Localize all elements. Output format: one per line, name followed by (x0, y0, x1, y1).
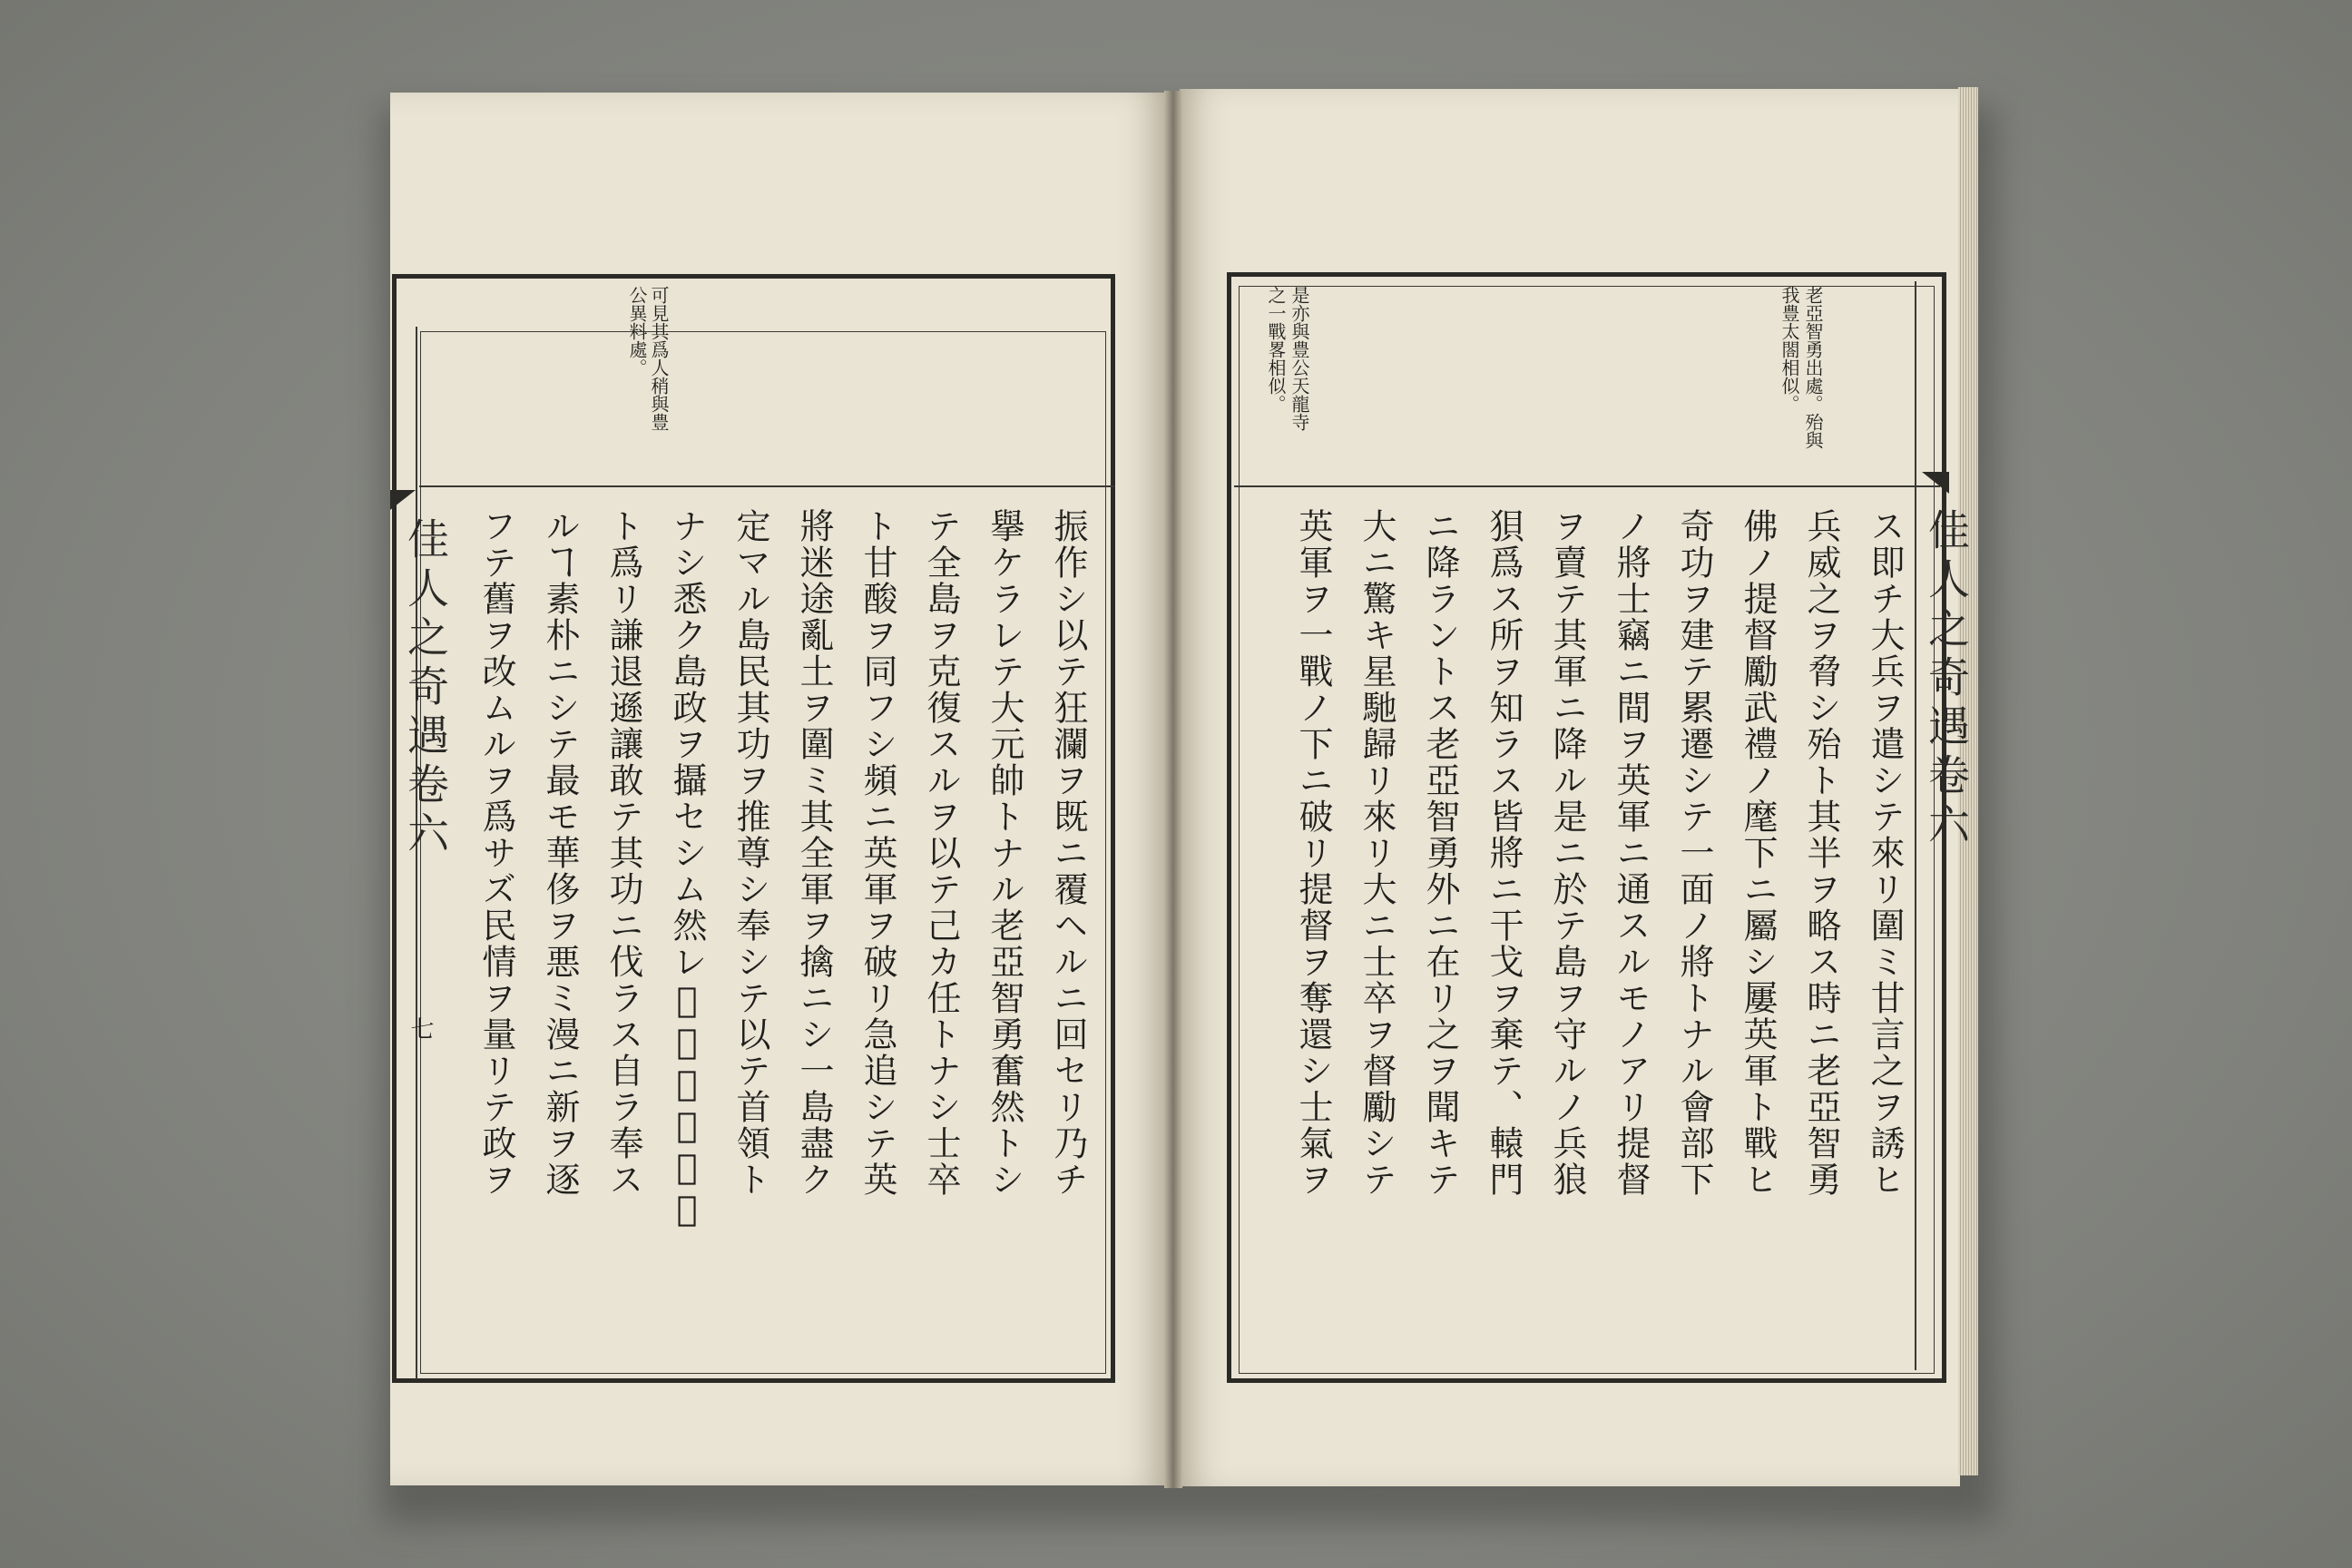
right-body-column: ノ將士竊ニ間ヲ英軍ニ通スルモノアリ提督 (1611, 508, 1651, 1198)
left-body-column: 將迷途亂土ヲ圍ミ其全軍ヲ擒ニシ一島盡ク (794, 508, 834, 1198)
left-headnote-line: 可見其爲人稍與豊 (648, 286, 670, 431)
right-headnote-divider (1234, 485, 1940, 487)
left-headnote-line: 公異料處。 (626, 286, 648, 377)
left-body-column: ナシ悉ク島政ヲ攝セシム然レ𪜈老亞智勇人 (667, 508, 707, 1230)
left-body-column: ルヿ素朴ニシテ最モ華侈ヲ悪ミ漫ニ新ヲ逐 (540, 508, 580, 1198)
right-body-column: ス即チ大兵ヲ遣シテ來リ圍ミ甘言之ヲ誘ヒ (1865, 508, 1905, 1198)
right-body-column: 兵威之ヲ脅シ殆ト其半ヲ略ス時ニ老亞智勇 (1801, 508, 1841, 1198)
right-headnote-line: 是亦與豊公天龍寺 (1289, 286, 1310, 431)
right-headnote-line: 我豊太閤相似。 (1779, 286, 1800, 413)
left-folio: 七 (407, 1016, 434, 1042)
right-body-column: 狽爲ス所ヲ知ラス皆將ニ干戈ヲ棄テ、轅門 (1484, 508, 1524, 1198)
left-headnote-divider (419, 485, 1114, 487)
right-spine-title: 佳人之奇遇卷六 (1922, 508, 1971, 851)
right-body-column: 奇功ヲ建テ累遷シテ一面ノ將トナル會部下 (1674, 508, 1714, 1198)
left-body-column: 擧ケラレテ大元帥トナル老亞智勇奮然トシ (985, 508, 1024, 1198)
right-headnote-line: 老亞智勇出處。殆與 (1802, 286, 1824, 449)
left-fishtail-mark (390, 490, 416, 510)
right-fishtail-mark (1922, 472, 1949, 494)
right-headnote-line: 之一戰畧相似。 (1265, 286, 1287, 413)
left-spine-title: 佳人之奇遇卷六 (401, 517, 450, 860)
right-body-column: ヲ賣テ其軍ニ降ル是ニ於テ島ヲ守ルノ兵狼 (1547, 508, 1587, 1198)
left-body-column: ト甘酸ヲ同フシ頻ニ英軍ヲ破リ急追シテ英 (858, 508, 897, 1198)
right-body-column: 大ニ驚キ星馳歸リ來リ大ニ士卒ヲ督勵シテ (1357, 508, 1396, 1198)
left-body-column: 定マル島民其功ヲ推尊シ奉シテ以テ首領ト (730, 508, 770, 1198)
right-body-column: 佛ノ提督勵武禮ノ麾下ニ屬シ屢英軍ト戰ヒ (1738, 508, 1778, 1198)
right-body-column: 英軍ヲ一戰ノ下ニ破リ提督ヲ奪還シ士氣ヲ (1293, 508, 1333, 1198)
book-gutter (1164, 91, 1182, 1488)
right-body-column: ニ降ラントス老亞智勇外ニ在リ之ヲ聞キテ (1420, 508, 1460, 1198)
left-body-column: ト爲リ謙退遜讓敢テ其功ニ伐ラス自ラ奉ス (603, 508, 643, 1198)
left-body-column: テ全島ヲ克復スルヲ以テ己カ任トナシ士卒 (921, 508, 961, 1198)
left-body-column: フテ舊ヲ改ムルヲ爲サズ民情ヲ量リテ政ヲ (476, 508, 516, 1198)
left-body-column: 振作シ以テ狂瀾ヲ既ニ覆ヘルニ回セリ乃チ (1048, 508, 1088, 1198)
